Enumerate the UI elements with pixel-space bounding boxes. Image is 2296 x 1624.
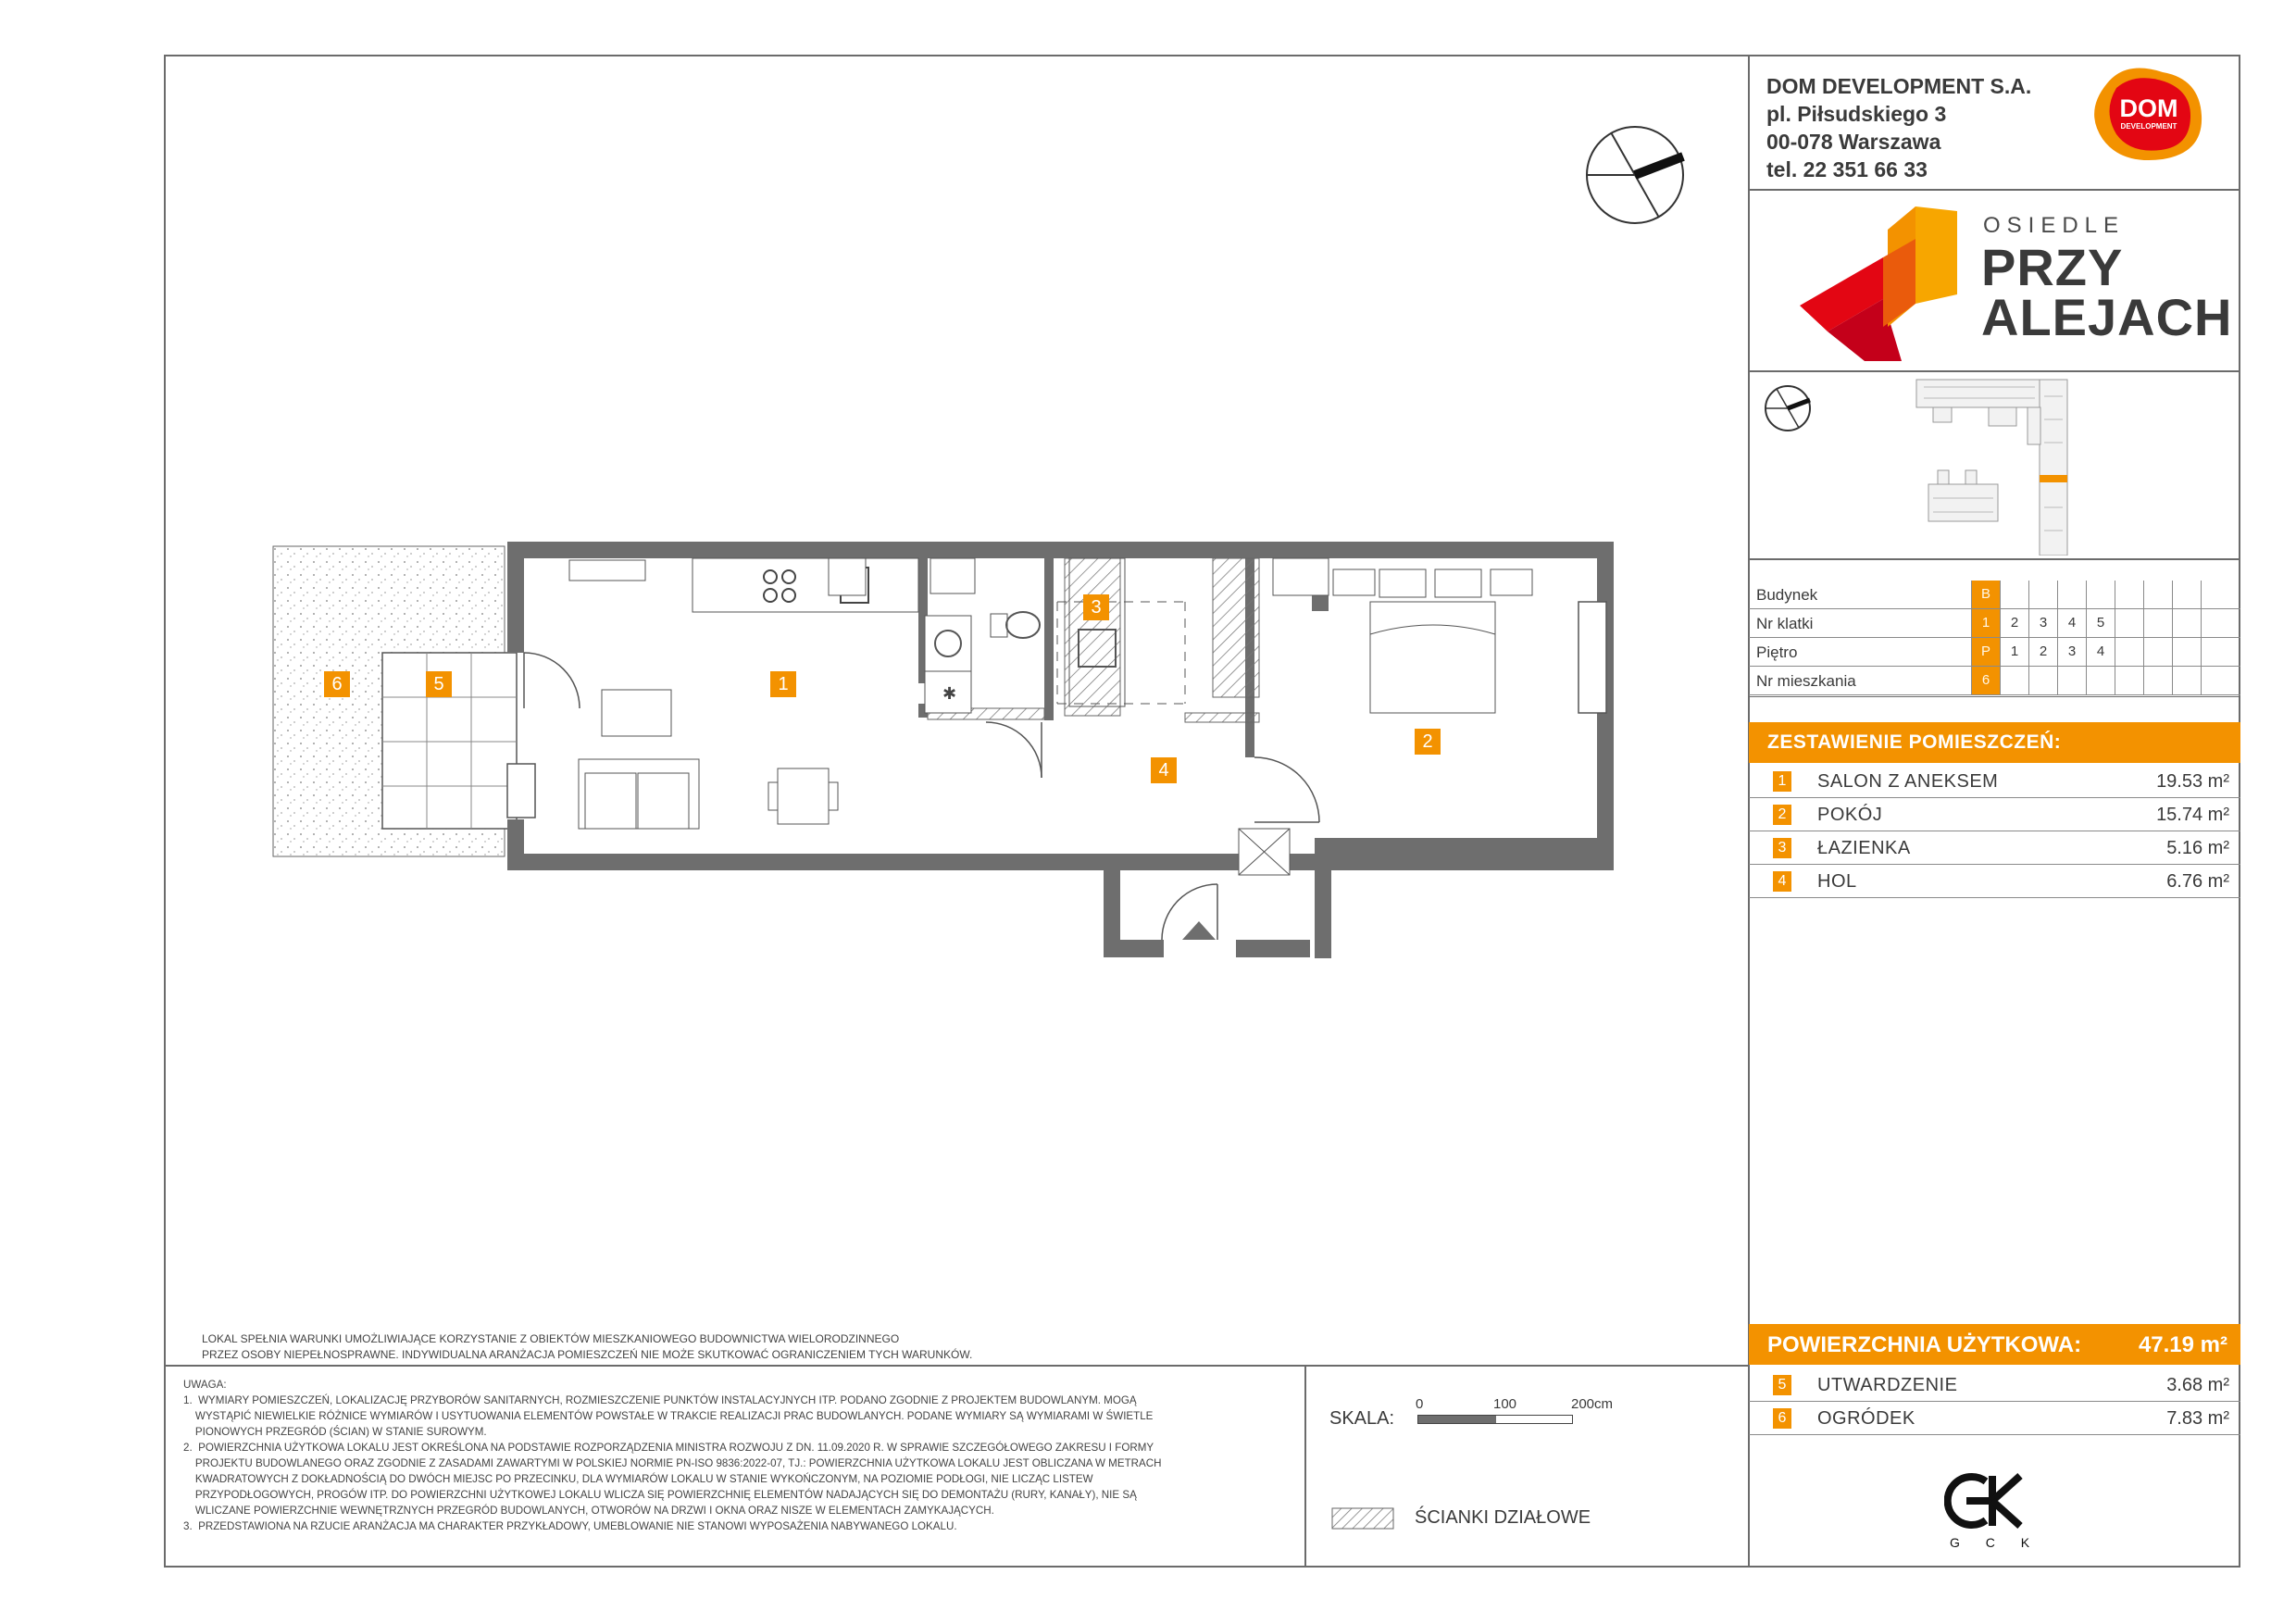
room-name: POKÓJ bbox=[1817, 805, 1883, 825]
plan-tag-3: 3 bbox=[1083, 594, 1109, 620]
empty-cell bbox=[2057, 581, 2086, 608]
dom-development-logo bbox=[2089, 65, 2209, 165]
scale-bar bbox=[1417, 1415, 1573, 1424]
partition-wall-swatch bbox=[1331, 1507, 1394, 1530]
keyplan-site-map bbox=[1915, 378, 2081, 556]
uwaga-line: 1. WYMIARY POMIESZCZEŃ, LOKALIZACJĘ PRZYBORÓW SANITARNYCH, ROZMIESZCZENIE PUNKTÓW INSTALACYJNYCH ITP. PODANO ZGODNIE Z PROJEKTEM BUDOWLANYM. MOGĄ bbox=[183, 1394, 1137, 1406]
keyplan-divider bbox=[1748, 558, 2240, 560]
usable-area-bar bbox=[1749, 1324, 2240, 1365]
room-area: 19.53 m² bbox=[2156, 771, 2229, 792]
empty-cell bbox=[2086, 581, 2115, 608]
scale-tick-100: 100 bbox=[1493, 1396, 1517, 1412]
stairwell-row bbox=[1749, 609, 2240, 638]
extra-area: 7.83 m² bbox=[2166, 1408, 2229, 1429]
room-name: SALON Z ANEKSEM bbox=[1817, 771, 1999, 792]
room-number: 1 bbox=[1773, 771, 1791, 792]
partition-wall-label: ŚCIANKI DZIAŁOWE bbox=[1415, 1507, 1591, 1528]
uwaga-line: 2. POWIERZCHNIA UŻYTKOWA LOKALU JEST OKREŚLONA NA PODSTAWIE ROZPORZĄDZENIA MINISTRA ROZWOJU Z DN. 11.09.2020 R. W SPRAWIE SZCZEGÓŁOWEGO ZAKRESU I FORMY bbox=[183, 1442, 1154, 1454]
company-city: 00-078 Warszawa bbox=[1766, 130, 1941, 154]
empty-cell bbox=[2086, 667, 2115, 694]
empty-cell bbox=[2172, 638, 2201, 666]
building-value: B bbox=[1971, 581, 2000, 608]
project-logo bbox=[1800, 202, 2233, 361]
uwaga-line: PROJEKTU BUDOWLANEGO ORAZ ZGODNIE Z ZASADAMI ZAWARTYMI W POLSKIEJ NORMIE PN-ISO 9836:2022-07, TJ.: POWIERZCHNIA UŻYTKOWA LOKALU JEST OBLICZANA W METRACH bbox=[183, 1457, 1162, 1469]
room-number: 2 bbox=[1773, 805, 1791, 825]
gck-letters: G C K bbox=[1949, 1535, 2041, 1550]
empty-cell bbox=[2000, 581, 2028, 608]
dom-logo-text: DOM bbox=[2119, 94, 2178, 122]
uwaga-line: WLICZANE POWIERZCHNIE WEWNĘTRZNYCH PRZEGRÓD BUDOWLANYCH, OTWORÓW NA DRZWI I OKNA ORAZ NISZE W ELEMENTACH ZAMYKAJĄCYCH. bbox=[183, 1505, 994, 1517]
empty-cell bbox=[2201, 609, 2229, 637]
uwaga-line: 3. PRZEDSTAWIONA NA RZUCIE ARANŻACJA MA CHARAKTER PRZYKŁADOWY, UMEBLOWANIE NIE STANOWI WYPOSAŻENIA NABYWANEGO LOKALU. bbox=[183, 1520, 957, 1532]
company-address bbox=[1766, 72, 2031, 183]
empty-cell bbox=[2057, 667, 2086, 694]
usable-area-label: POWIERZCHNIA UŻYTKOWA: bbox=[1767, 1332, 2082, 1357]
accessibility-note-line: PRZEZ OSOBY NIEPEŁNOSPRAWNE. INDYWIDUALNA ARANŻACJA POMIESZCZEŃ NIE MOŻE SKUTKOWAĆ OGRANICZENIEM TYCH WARUNKÓW. bbox=[202, 1348, 973, 1361]
stairwell-value-4: 4 bbox=[2057, 609, 2086, 637]
empty-cell bbox=[2172, 609, 2201, 637]
extra-name: UTWARDZENIE bbox=[1817, 1375, 1958, 1395]
project-name-line3: ALEJACH bbox=[1981, 288, 2233, 346]
empty-cell bbox=[2115, 667, 2143, 694]
empty-cell bbox=[2028, 667, 2057, 694]
apartment-value: 6 bbox=[1971, 667, 2000, 694]
uwaga-title: UWAGA: bbox=[183, 1379, 227, 1391]
room-number: 3 bbox=[1773, 838, 1791, 858]
rooms-header bbox=[1749, 722, 2240, 763]
company-name: DOM DEVELOPMENT S.A. bbox=[1766, 74, 2032, 98]
plan-tag-2: 2 bbox=[1415, 729, 1441, 755]
extra-number: 5 bbox=[1773, 1375, 1791, 1395]
room-row-4 bbox=[1749, 865, 2240, 898]
plan-tag-4: 4 bbox=[1151, 757, 1177, 783]
empty-cell bbox=[2143, 638, 2172, 666]
empty-cell bbox=[2143, 581, 2172, 608]
company-divider bbox=[1748, 189, 2240, 191]
gck-logo bbox=[1944, 1472, 2046, 1555]
floor-value-3: 3 bbox=[2057, 638, 2086, 666]
empty-cell bbox=[2201, 638, 2229, 666]
room-row-1 bbox=[1749, 765, 2240, 798]
room-name: ŁAZIENKA bbox=[1817, 838, 1911, 858]
accessibility-note bbox=[202, 1331, 972, 1363]
extra-row-2 bbox=[1749, 1402, 2240, 1435]
floor-value-4: 4 bbox=[2086, 638, 2115, 666]
plan-tag-1: 1 bbox=[770, 671, 796, 697]
project-name-line2: PRZY bbox=[1981, 238, 2124, 296]
uwaga-line: KWADRATOWYCH Z DOKŁADNOŚCIĄ DO DWÓCH MIEJSC PO PRZECINKU, DLA WYMIARÓW LOKALU W STANIE WYKOŃCZONYM, NA POZIOMIE PODŁOGI, NIE LICZĄC LISTEW bbox=[183, 1473, 1093, 1485]
building-label: Budynek bbox=[1756, 586, 1818, 604]
empty-cell bbox=[2201, 581, 2229, 608]
empty-cell bbox=[2201, 667, 2229, 694]
info-table-bottom bbox=[1748, 696, 2240, 697]
accessibility-note-line: LOKAL SPEŁNIA WARUNKI UMOŻLIWIAJĄCE KORZYSTANIE Z OBIEKTÓW MIESZKANIOWEGO BUDOWNICTWA WIELORODZINNEGO bbox=[202, 1332, 900, 1345]
keyplan-compass-icon bbox=[1764, 384, 1812, 432]
uwaga-line: PIONOWYCH PRZEGRÓD (ŚCIAN) W STANIE SUROWYM. bbox=[183, 1426, 487, 1438]
scale-bar-filled bbox=[1418, 1416, 1496, 1423]
empty-cell bbox=[2143, 667, 2172, 694]
company-phone: tel. 22 351 66 33 bbox=[1766, 157, 1928, 181]
floor-label: Piętro bbox=[1756, 643, 1798, 661]
plan-tag-5: 5 bbox=[426, 671, 452, 697]
extra-area: 3.68 m² bbox=[2166, 1375, 2229, 1395]
extra-name: OGRÓDEK bbox=[1817, 1408, 1915, 1429]
empty-cell bbox=[2000, 667, 2028, 694]
stairwell-value-2: 2 bbox=[2000, 609, 2028, 637]
room-name: HOL bbox=[1817, 871, 1857, 892]
empty-cell bbox=[2172, 581, 2201, 608]
stairwell-value-1: 1 bbox=[1971, 609, 2000, 637]
plan-bottom-divider bbox=[164, 1365, 1749, 1367]
floor-value-p: P bbox=[1971, 638, 2000, 666]
floor-value-2: 2 bbox=[2028, 638, 2057, 666]
stairwell-label: Nr klatki bbox=[1756, 615, 1814, 632]
empty-cell bbox=[2115, 581, 2143, 608]
empty-cell bbox=[2115, 638, 2143, 666]
scale-label: SKALA: bbox=[1329, 1408, 1395, 1429]
empty-cell bbox=[2143, 609, 2172, 637]
apartment-row bbox=[1749, 667, 2240, 695]
stairwell-value-5: 5 bbox=[2086, 609, 2115, 637]
stairwell-value-3: 3 bbox=[2028, 609, 2057, 637]
svg-text:✱: ✱ bbox=[942, 684, 957, 704]
project-divider bbox=[1748, 370, 2240, 372]
scale-tick-200: 200cm bbox=[1571, 1396, 1614, 1412]
rooms-header-text: ZESTAWIENIE POMIESZCZEŃ: bbox=[1767, 731, 2062, 753]
compass-north-icon bbox=[1583, 123, 1687, 227]
extra-number: 6 bbox=[1773, 1408, 1791, 1429]
room-area: 15.74 m² bbox=[2156, 805, 2229, 825]
scale-tick-0: 0 bbox=[1416, 1396, 1424, 1412]
usable-area-value: 47.19 m² bbox=[2138, 1332, 2227, 1357]
building-row bbox=[1749, 581, 2240, 609]
extra-row-1 bbox=[1749, 1368, 2240, 1402]
room-row-3 bbox=[1749, 831, 2240, 865]
room-number: 4 bbox=[1773, 871, 1791, 892]
empty-cell bbox=[2028, 581, 2057, 608]
room-row-2 bbox=[1749, 798, 2240, 831]
notes-scale-divider bbox=[1304, 1365, 1306, 1568]
floor-value-1: 1 bbox=[2000, 638, 2028, 666]
dom-logo-subtext: DEVELOPMENT bbox=[2120, 122, 2177, 131]
room-area: 5.16 m² bbox=[2166, 838, 2229, 858]
room-area: 6.76 m² bbox=[2166, 871, 2229, 892]
company-street: pl. Piłsudskiego 3 bbox=[1766, 102, 1947, 126]
empty-cell bbox=[2115, 609, 2143, 637]
empty-cell bbox=[2172, 667, 2201, 694]
uwaga-notes bbox=[183, 1377, 1290, 1534]
uwaga-line: WYSTĄPIĆ NIEWIELKIE RÓŻNICE WYMIARÓW I USYTUOWANIA ELEMENTÓW POWSTAŁE W TRAKCIE REALIZACJI PRAC BUDOWLANYCH. PODANE WYMIARY SĄ WYMIARAMI W ŚWIETLE bbox=[183, 1410, 1154, 1422]
project-name-line1: OSIEDLE bbox=[1983, 213, 2126, 238]
uwaga-line: PRZYPODŁOGOWYCH, PROGÓW ITP. DO POWIERZCHNI UŻYTKOWEJ LOKALU WLICZA SIĘ POWIERZCHNIĘ ELEMENTÓW NADAJĄCYCH SIĘ DO DEMONTAŻU (RURY, KANAŁY), NIE SĄ bbox=[183, 1489, 1137, 1501]
apartment-label: Nr mieszkania bbox=[1756, 672, 1856, 690]
floor-row bbox=[1749, 638, 2240, 667]
plan-tag-6: 6 bbox=[324, 671, 350, 697]
